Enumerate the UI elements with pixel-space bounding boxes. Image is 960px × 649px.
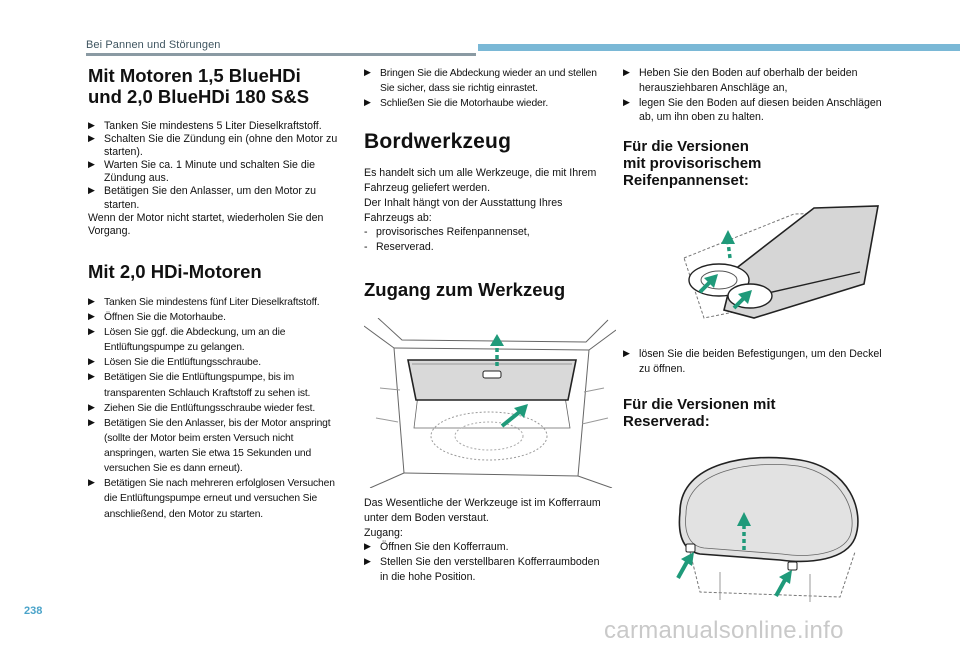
- section-heading-spare: [623, 397, 893, 431]
- step-item: ▶ Stellen Sie den verstellbaren Kofferraumboden in die hohe Position.: [364, 556, 600, 584]
- bullet-arrow-icon: ▶: [88, 371, 95, 382]
- bullet-arrow-icon: ▶: [88, 416, 95, 427]
- step-item: ▶ Lösen Sie ggf. die Abdeckung, um an die Entlüftungspumpe zu gelangen.: [88, 326, 286, 354]
- bullet-arrow-icon: ▶: [364, 556, 371, 567]
- bullet-arrow-icon: ▶: [88, 401, 95, 412]
- bullet-arrow-icon: ▶: [88, 295, 95, 306]
- kit-drawing: [664, 200, 884, 328]
- step-item: ▶ Tanken Sie mindestens 5 Liter Dieselkraftstoff.: [88, 119, 322, 132]
- step-item: ▶ Tanken Sie mindestens fünf Liter Dieselkraftstoff.: [88, 295, 320, 308]
- bullet-arrow-icon: ▶: [88, 477, 95, 488]
- list-item: - Reserverad.: [364, 241, 434, 254]
- step-item: ▶ Öffnen Sie den Kofferraum.: [364, 541, 509, 554]
- section-heading-zugang: Zugang zum Werkzeug: [364, 279, 566, 301]
- access-text: Zugang:: [364, 526, 403, 539]
- bullet-arrow-icon: ▶: [88, 132, 95, 143]
- step-item: ▶ Lösen Sie die Entlüftungsschraube.: [88, 356, 261, 369]
- section-heading-hdi: Mit 2,0 HDi-Motoren: [88, 260, 262, 282]
- header-accent-bar: [478, 44, 960, 51]
- column-1: [88, 66, 348, 522]
- heading-line: Mit Motoren 1,5 BlueHDi: [88, 65, 301, 86]
- spare-drawing: [660, 442, 870, 607]
- bullet-arrow-icon: ▶: [88, 119, 95, 130]
- step-item: ▶ Betätigen Sie die Entlüftungspumpe, bis im transparenten Schlauch Kraftstoff zu sehen ist.: [88, 371, 311, 399]
- heading-line: Für die Versionen: [623, 138, 749, 156]
- bullet-arrow-icon: ▶: [623, 67, 630, 77]
- bullet-arrow-icon: ▶: [88, 326, 95, 337]
- step-item: ▶ Betätigen Sie nach mehreren erfolglosen Versuchen die Entlüftungspumpe erneut und versuchen Sie anschließend, den Motor zu starten.: [88, 477, 335, 520]
- bullet-arrow-icon: ▶: [88, 185, 95, 196]
- column-3: [623, 66, 893, 190]
- step-item: ▶ Schließen Sie die Motorhaube wieder.: [364, 97, 549, 110]
- bullet-arrow-icon: ▶: [88, 310, 95, 321]
- heading-line: und 2,0 BlueHDi 180 S&S: [88, 85, 310, 107]
- bullet-arrow-icon: ▶: [623, 348, 630, 358]
- section-heading-kit: [623, 139, 893, 190]
- bullet-arrow-icon: ▶: [364, 67, 371, 77]
- intro-text: Der Inhalt hängt von der Ausstattung Ihres Fahrzeugs ab:: [364, 196, 563, 224]
- bullet-arrow-icon: ▶: [364, 541, 371, 552]
- step-item: ▶ Betätigen Sie den Anlasser, bis der Motor anspringt (sollte der Motor beim ersten Versuch nicht anspringen, warten Sie etwa 15 Sekunden und versuchen Sie es dann erneut).: [88, 416, 331, 475]
- repair-kit-illustration: [664, 200, 884, 328]
- step-item: ▶ lösen Sie die beiden Befestigungen, um den Deckel zu öffnen.: [623, 348, 882, 375]
- heading-line: Für die Versionen mit: [623, 395, 776, 413]
- access-block: [364, 496, 604, 585]
- column-2: [364, 66, 604, 301]
- step-item: ▶ Ziehen Sie die Entlüftungsschraube wieder fest.: [88, 401, 316, 414]
- running-header: Bei Pannen und Störungen: [86, 39, 221, 51]
- list-item: - provisorisches Reifenpannenset,: [364, 226, 530, 239]
- header-rule: [86, 53, 476, 56]
- note-text: Wenn der Motor nicht startet, wiederholen Sie den Vorgang.: [88, 211, 324, 237]
- bullet-arrow-icon: ▶: [88, 356, 95, 367]
- watermark: carmanualsonline.info: [604, 617, 844, 644]
- step-item: ▶ Öffnen Sie die Motorhaube.: [88, 310, 226, 323]
- trunk-illustration: [364, 318, 616, 488]
- step-item: ▶ Bringen Sie die Abdeckung wieder an und stellen Sie sicher, dass sie richtig einrastet.: [364, 67, 597, 95]
- section-heading-bluehdi: [88, 66, 348, 108]
- bullet-arrow-icon: ▶: [88, 159, 95, 170]
- step-item: ▶ Schalten Sie die Zündung ein (ohne den Motor zu starten).: [88, 132, 338, 159]
- bullet-arrow-icon: ▶: [364, 97, 371, 108]
- heading-line: mit provisorischem: [623, 155, 762, 173]
- step-item: ▶ Heben Sie den Boden auf oberhalb der beiden herausziehbaren Anschläge an,: [623, 67, 858, 94]
- step-item: ▶ Betätigen Sie den Anlasser, um den Motor zu starten.: [88, 185, 317, 211]
- page-number: 238: [24, 605, 43, 617]
- kit-step-block: [623, 347, 893, 431]
- access-text: Das Wesentliche der Werkzeuge ist im Kofferraum unter dem Boden verstaut.: [364, 497, 601, 524]
- trunk-drawing: [364, 318, 616, 488]
- bullet-arrow-icon: ▶: [623, 96, 630, 107]
- step-item: ▶ legen Sie den Boden auf diesen beiden Anschlägen ab, um ihn oben zu halten.: [623, 96, 882, 124]
- step-item: ▶ Warten Sie ca. 1 Minute und schalten Sie die Zündung aus.: [88, 159, 316, 185]
- section-title-bordwerkzeug: Bordwerkzeug: [364, 130, 512, 154]
- heading-line: Reifenpannenset:: [623, 172, 749, 190]
- spare-wheel-illustration: [660, 442, 870, 607]
- intro-text: Es handelt sich um alle Werkzeuge, die mit Ihrem Fahrzeug geliefert werden.: [364, 167, 597, 194]
- heading-line: Reserverad:: [623, 412, 710, 430]
